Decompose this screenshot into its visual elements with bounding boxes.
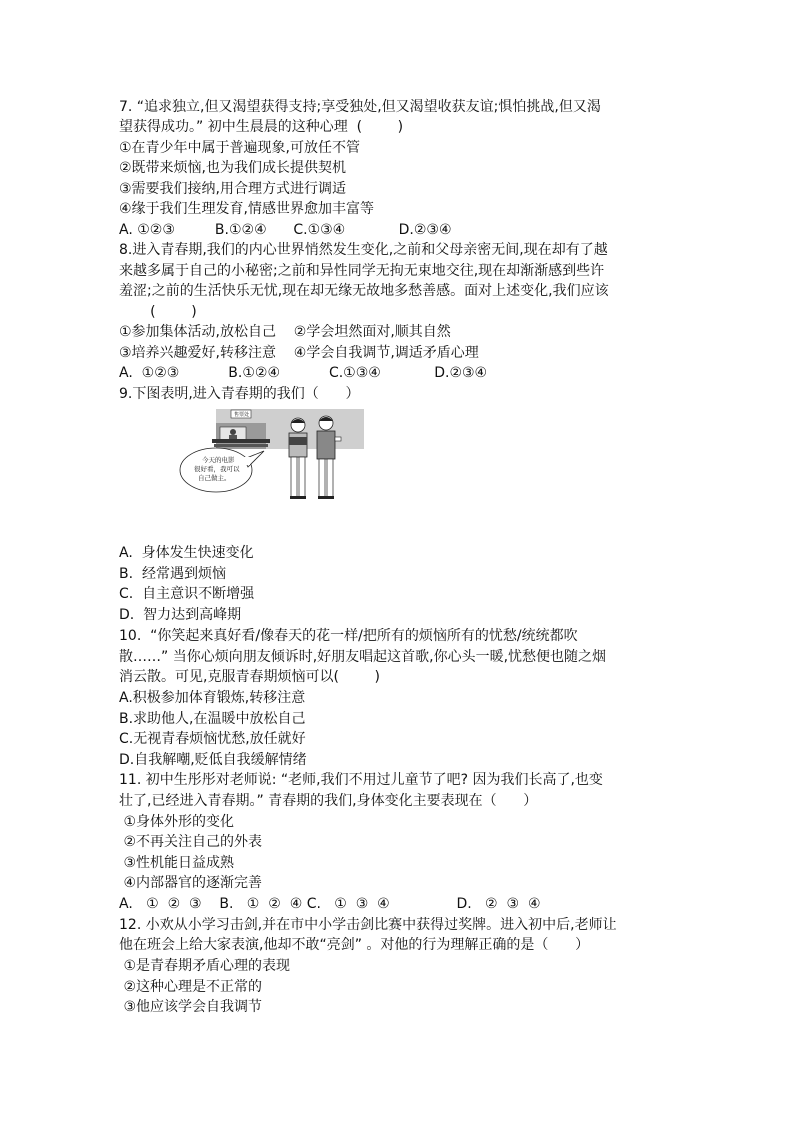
q10-option-c: C.无视青春烦恼忧愁,放任就好	[119, 731, 306, 747]
q10-stem-line-1: 10. “你笑起来真好看/像春天的花一样/把所有的烦恼所有的忧愁/统统都吹	[119, 628, 578, 644]
bubble-line-2: 很好看，我可以	[194, 465, 240, 473]
q10-option-b: B.求助他人,在温暖中放松自己	[119, 711, 306, 727]
ticket-sign-text: 售票处	[234, 412, 250, 418]
q12-stem-line-2: 他在班会上给大家表演,他却不敢“亮剑” 。对他的行为理解正确的是（ ）	[119, 937, 590, 953]
bubble-line-1: 今天的电影	[202, 456, 235, 464]
q8-item-1: ①参加集体活动,放松自己 ②学会坦然面对,顺其自然	[119, 324, 451, 340]
q7-item-2: ②既带来烦恼,也为我们成长提供契机	[119, 160, 347, 176]
q11-item-3: ③性机能日益成熟	[119, 855, 235, 871]
q9-option-c: C. 自主意识不断增强	[119, 586, 255, 602]
q7-stem-line-1: 7. “追求独立,但又渴望获得支持;享受独处,但又渴望收获友谊;惧怕挑战,但又渴	[119, 99, 601, 115]
q8-item-2: ③培养兴趣爱好,转移注意 ④学会自我调节,调适矛盾心理	[119, 345, 479, 361]
q9-illustration	[176, 407, 366, 507]
q11-item-1: ①身体外形的变化	[119, 814, 235, 830]
bubble-line-3: 自己做主。	[198, 474, 231, 482]
q10-stem-line-2: 散……” 当你心烦向朋友倾诉时,好朋友唱起这首歌,你心头一暖,忧愁便也随之烟	[119, 649, 607, 665]
q9-stem: 9.下图表明,进入青春期的我们（ ）	[119, 386, 360, 402]
q9-option-a: A. 身体发生快速变化	[119, 545, 254, 561]
q10-option-a: A.积极参加体育锻炼,转移注意	[119, 690, 306, 706]
q11-item-2: ②不再关注自己的外表	[119, 834, 263, 850]
clerk-head	[230, 429, 236, 435]
q8-options: A. ①②③ B.①②④ C.①③④ D.②③④	[119, 365, 488, 381]
q11-item-4: ④内部器官的逐渐完善	[119, 875, 263, 891]
q10-option-d: D.自我解嘲,贬低自我缓解情绪	[119, 752, 307, 768]
q11-stem-line-2: 壮了,已经进入青春期。” 青春期的我们,身体变化主要表现在（ ）	[119, 793, 538, 809]
q9-option-b: B. 经常遇到烦恼	[119, 566, 226, 582]
q7-item-4: ④缘于我们生理发育,情感世界愈加丰富等	[119, 201, 374, 217]
q10-stem-line-3: 消云散。可见,克服青春期烦恼可以( )	[119, 669, 380, 685]
q12-stem-line-1: 12. 小欢从小学习击剑,并在市中小学击剑比赛中获得过奖牌。进入初中后,老师让	[119, 917, 617, 933]
q9-option-d: D. 智力达到高峰期	[119, 607, 242, 623]
q8-stem-line-2: 来越多属于自己的小秘密;之前和异性同学无拘无束地交往,现在却渐渐感到些许	[119, 263, 605, 279]
q7-item-3: ③需要我们接纳,用合理方式进行调适	[119, 181, 347, 197]
q11-options: A. ① ② ③ B. ① ② ④ C. ① ③ ④ D. ② ③ ④	[119, 896, 541, 912]
q7-options: A. ①②③ B.①②④ C.①③④ D.②③④	[119, 222, 452, 238]
q12-item-1: ①是青春期矛盾心理的表现	[119, 958, 291, 974]
q12-item-2: ②这种心理是不正常的	[119, 979, 263, 995]
q7-stem-line-2: 望获得成功。” 初中生晨晨的这种心理 ( )	[119, 119, 404, 135]
q12-item-3: ③他应该学会自我调节	[119, 999, 263, 1015]
q8-stem-line-1: 8.进入青春期,我们的内心世界悄然发生变化,之前和父母亲密无间,现在却有了越	[119, 242, 608, 258]
q8-stem-line-4: ( )	[119, 304, 197, 320]
q8-stem-line-3: 羞涩;之前的生活快乐无忧,现在却无缘无故地多愁善感。面对上述变化,我们应该	[119, 283, 609, 299]
q7-item-1: ①在青少年中属于普遍现象,可放任不管	[119, 140, 360, 156]
q11-stem-line-1: 11. 初中生彤彤对老师说: “老师,我们不用过儿童节了吧? 因为我们长高了,也变	[119, 772, 603, 788]
